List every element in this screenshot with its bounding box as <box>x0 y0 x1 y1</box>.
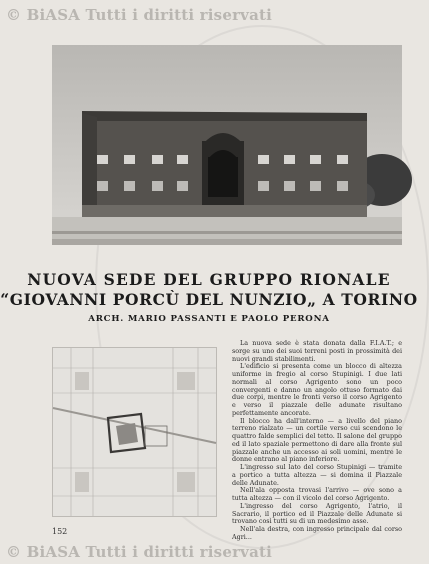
article-title-line-1: NUOVA SEDE DEL GRUPPO RIONALE <box>27 270 391 289</box>
article-authors: ARCH. MARIO PASSANTI E PAOLO PERONA <box>88 314 330 324</box>
copyright-watermark-top: © BiASA Tutti i diritti riservati <box>6 6 273 24</box>
site-plan-illustration <box>53 348 216 516</box>
copyright-watermark-bottom: © BiASA Tutti i diritti riservati <box>6 543 273 561</box>
article-title-line-2: “GIOVANNI PORCÙ DEL NUNZIO„ A TORINO <box>0 290 418 309</box>
site-plan-drawing <box>52 347 217 517</box>
article-paragraph: Nell'ala destra, con ingresso principale dal corso Agri... <box>232 525 402 541</box>
article-body <box>232 339 402 541</box>
article-paragraph: L'ingresso sul lato del corso Stupinigi — tramite a portico a tutta altezza — si domina il Piazzale delle Adunate. <box>232 463 402 487</box>
article-paragraph: L'edificio si presenta come un blocco di altezza uniforme in fregio al corso Stupinigi. I due lati normali al corso Agrigento sono un poco convergenti e danno un angolo ottuso formato dai due corpi, mentre le fronti verso il corso Agrigento e verso il piazzale delle adunate risultano perfettamente ancorate. <box>232 362 402 417</box>
building-photo-illustration <box>52 45 402 245</box>
page-number: 152 <box>52 527 68 536</box>
building-photograph <box>52 45 402 245</box>
article-paragraph: Il blocco ha dall'interno — a livello del piano terreno rialzato — un cortile verso cui scendono le quattro falde semplici del tetto. Il salone del gruppo ed il lato spaziale permettono di dare alla fronte sul piazzale anche un accesso ai soli uomini, mentre le donne entrano al piano inferiore. <box>232 416 402 464</box>
article-paragraph: L'ingresso del corso Agrigento, l'atrio, il Sacrario, il portico ed il Piazzale delle Adunate si trovano così tutti su di un medesimo asse. <box>232 501 402 526</box>
article-paragraph: Nell'ala opposta trovasi l'arrivo — ove sono a tutta altezza — con il vicolo del corso Agrigento. <box>232 486 402 502</box>
article-paragraph: La nuova sede è stata donata dalla F.I.A.T.; e sorge su uno dei suoi terreni posti in prossimità dei nuovi grandi stabilimenti. <box>232 339 402 363</box>
